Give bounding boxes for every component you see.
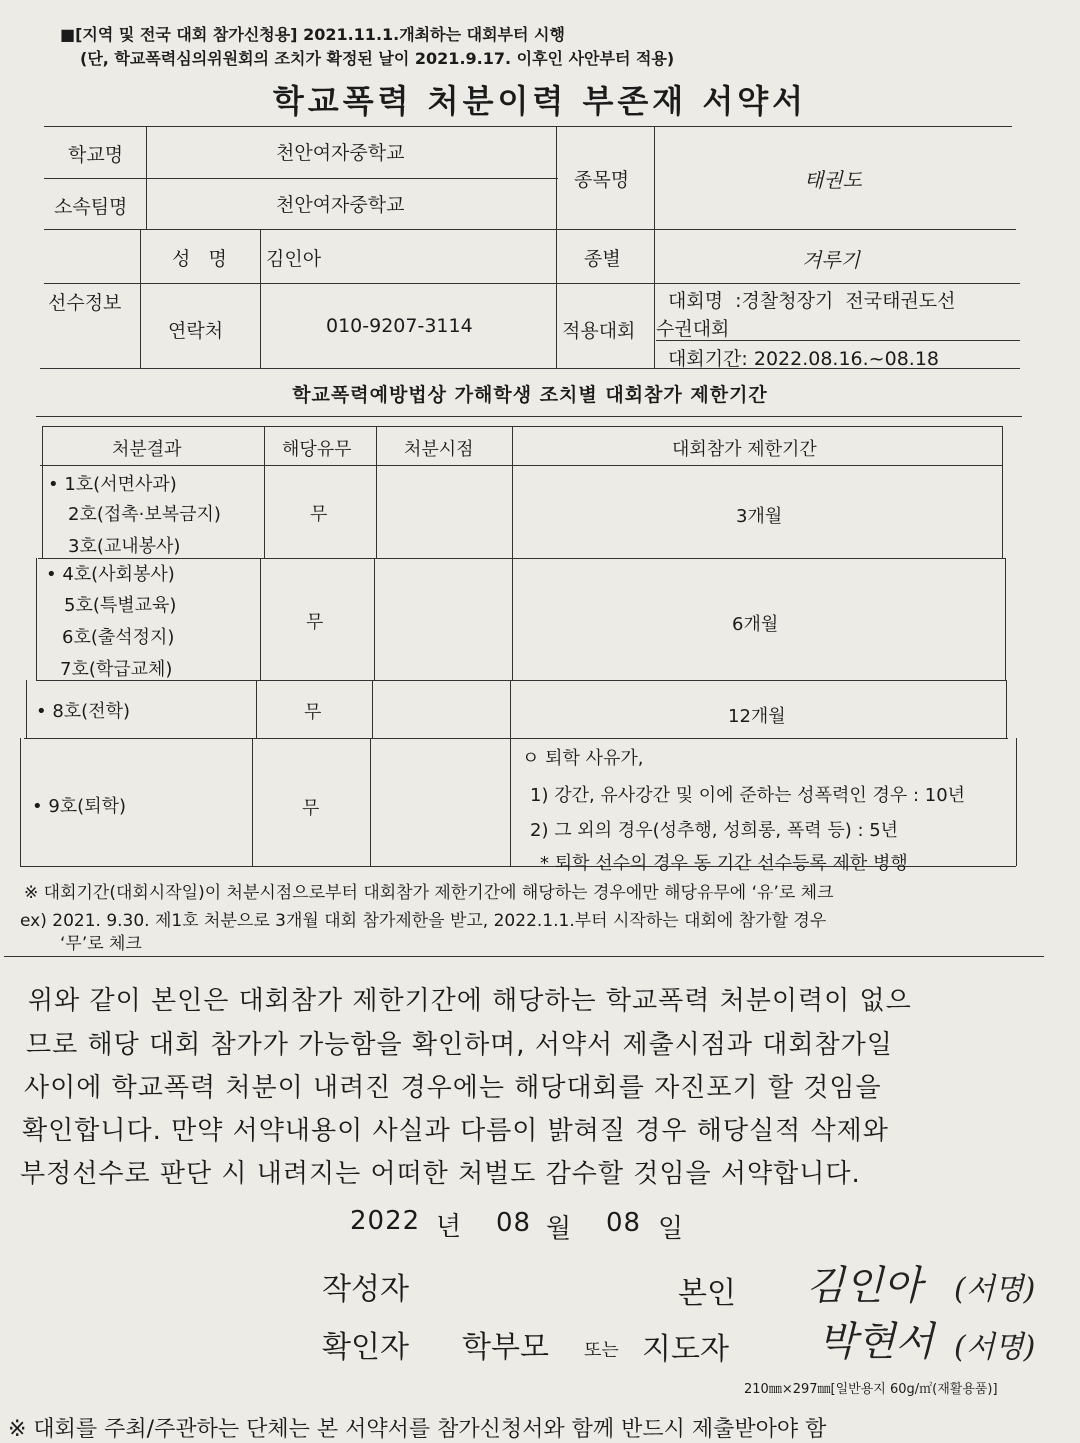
event-period: 대회기간: 2022.08.16.~08.18: [668, 348, 939, 370]
writer-label: 작성자: [322, 1272, 409, 1307]
self-signature: 김인아: [806, 1263, 922, 1309]
event-label: 적용대회: [562, 320, 636, 342]
or-label: 또는: [584, 1340, 619, 1361]
pledge-line-5: 부정선수로 판단 시 내려지는 어떠한 처벌도 감수할 것임을 서약합니다.: [20, 1159, 861, 1189]
confirmer-label: 확인자: [322, 1330, 409, 1365]
note-3: ‘무’로 체크: [60, 934, 142, 954]
pledge-line-4: 확인합니다. 만약 서약내용이 사실과 다름이 밝혀질 경우 해당실적 삭제와: [22, 1116, 889, 1146]
sport-value: 태권도: [804, 168, 862, 192]
restriction-title: 학교폭력예방법상 가해학생 조치별 대회참가 제한기간: [292, 384, 768, 406]
athlete-info-label: 선수정보: [48, 292, 122, 314]
col-header-result: 처분결과: [112, 439, 182, 460]
event-name-line-1: 대회명 :경찰청장기 전국태권도선: [668, 290, 956, 312]
table-row-1-measure-2: 2호(접촉·보복금지): [68, 504, 221, 525]
table-row-4-applicable: 무: [302, 798, 320, 819]
sport-label: 종목명: [574, 169, 630, 191]
date-day-unit: 일: [658, 1214, 685, 1244]
school-label: 학교명: [68, 144, 124, 166]
self-sign-mark: (서명): [954, 1272, 1036, 1307]
note-2: ex) 2021. 9.30. 제1호 처분으로 3개월 대회 참가제한을 받고, 2022.1.1.부터 시작하는 대회에 참가할 경우: [20, 911, 827, 931]
contact-label: 연락처: [168, 320, 224, 342]
col-header-period: 대회참가 제한기간: [672, 439, 817, 460]
table-row-4-period-line-4: * 퇴학 선수의 경우 동 기간 선수등록 제한 병행: [540, 853, 908, 874]
table-row-2-measure-2: 5호(특별교육): [64, 595, 177, 616]
name-label: 성 명: [172, 248, 227, 270]
pledge-line-2: 므로 해당 대회 참가가 가능함을 확인하며, 서약서 제출시점과 대회참가일: [26, 1030, 893, 1060]
col-header-date: 처분시점: [404, 439, 474, 460]
contact-value: 010-9207-3114: [326, 315, 473, 337]
pledge-line-3: 사이에 학교폭력 처분이 내려진 경우에는 해당대회를 자진포기 할 것임을: [24, 1073, 882, 1103]
table-row-3-applicable: 무: [304, 702, 322, 723]
date-year: 2022: [350, 1206, 421, 1236]
category-value: 겨루기: [802, 248, 860, 272]
table-row-3-measure-1: • 8호(전학): [36, 701, 130, 722]
table-row-4-measure-1: • 9호(퇴학): [32, 796, 126, 817]
table-row-2-measure-1: • 4호(사회봉사): [46, 564, 175, 585]
confirmer-sign-mark: (서명): [954, 1330, 1036, 1365]
team-value: 천안여자중학교: [276, 194, 405, 216]
footer-note: ※ 대회를 주최/주관하는 단체는 본 서약서를 참가신청서와 함께 반드시 제출받아야 함: [8, 1417, 827, 1442]
name-value: 김인아: [266, 248, 322, 270]
date-year-unit: 년: [436, 1212, 463, 1242]
date-month-unit: 월: [546, 1214, 573, 1244]
team-label: 소속팀명: [54, 196, 128, 218]
date-day: 08: [606, 1208, 642, 1238]
paper-spec: 210㎜×297㎜[일반용지 60g/㎡(재활용품)]: [744, 1382, 998, 1397]
table-row-2-measure-3: 6호(출석정지): [62, 627, 175, 648]
note-1: ※ 대회기간(대회시작일)이 처분시점으로부터 대회참가 제한기간에 해당하는 경우에만 해당유무에 ‘유’로 체크: [24, 883, 834, 903]
header-line-1: ■[지역 및 전국 대회 참가신청용] 2021.11.1.개최하는 대회부터 시행: [60, 25, 565, 44]
table-row-4-period-line-3: 2) 그 외의 경우(성추행, 성희롱, 폭력 등) : 5년: [530, 820, 899, 841]
col-header-applicable: 해당유무: [282, 439, 352, 460]
event-name-line-2: 수권대회: [656, 318, 730, 340]
confirmer-signature: 박현서: [818, 1319, 934, 1365]
self-label: 본인: [678, 1276, 736, 1311]
document-title: 학교폭력 처분이력 부존재 서약서: [272, 82, 808, 120]
table-row-4-period-line-1: ㅇ 퇴학 사유가,: [522, 748, 644, 769]
school-value: 천안여자중학교: [276, 142, 405, 164]
coach-label: 지도자: [642, 1332, 729, 1367]
table-row-1-applicable: 무: [310, 504, 328, 525]
table-row-2-measure-4: 7호(학급교체): [60, 659, 173, 680]
parent-label: 학부모: [462, 1330, 549, 1365]
table-row-3-period: 12개월: [728, 706, 786, 727]
table-row-2-period: 6개월: [732, 614, 779, 635]
table-row-2-applicable: 무: [306, 612, 324, 633]
pledge-line-1: 위와 같이 본인은 대회참가 제한기간에 해당하는 학교폭력 처분이력이 없으: [28, 986, 912, 1016]
table-row-1-measure-3: 3호(교내봉사): [68, 536, 181, 557]
table-row-1-period: 3개월: [736, 506, 783, 527]
table-row-1-measure-1: • 1호(서면사과): [48, 474, 177, 495]
date-month: 08: [496, 1208, 532, 1238]
table-row-4-period-line-2: 1) 강간, 유사강간 및 이에 준하는 성폭력인 경우 : 10년: [530, 785, 966, 806]
header-line-2: (단, 학교폭력심의위원회의 조치가 확정된 날이 2021.9.17. 이후인 사안부터 적용): [80, 49, 675, 68]
category-label: 종별: [584, 248, 621, 270]
